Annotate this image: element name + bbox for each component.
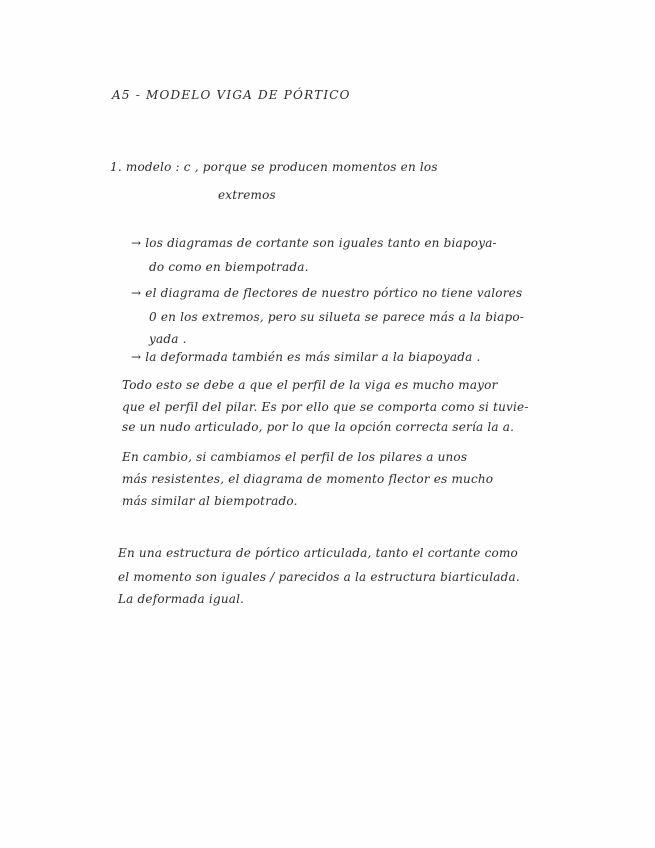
- text-line: extremos: [218, 188, 276, 202]
- page-title: A5 - MODELO VIGA DE PÓRTICO: [112, 88, 351, 102]
- text-line: 0 en los extremos, pero su silueta se parece más a la biapo-: [149, 310, 525, 324]
- text-line: do como en biempotrada.: [149, 260, 309, 274]
- text-line: La deformada igual.: [118, 592, 245, 606]
- text-line: se un nudo articulado, por lo que la opción correcta sería la a.: [122, 420, 515, 434]
- text-line: más similar al biempotrado.: [122, 494, 298, 508]
- text-line: En cambio, si cambiamos el perfil de los pilares a unos: [122, 450, 468, 464]
- text-line: → la deformada también es más similar a la biapoyada .: [131, 350, 481, 364]
- text-line: más resistentes, el diagrama de momento flector es mucho: [122, 472, 494, 486]
- text-line: que el perfil del pilar. Es por ello que se comporta como si tuvie-: [122, 400, 529, 414]
- text-line: Todo esto se debe a que el perfil de la viga es mucho mayor: [122, 378, 498, 392]
- text-line: el momento son iguales / parecidos a la estructura biarticulada.: [118, 570, 520, 584]
- text-line: → los diagramas de cortante son iguales tanto en biapoya-: [131, 236, 497, 250]
- text-line: yada .: [149, 332, 187, 346]
- text-line: 1. modelo : c , porque se producen momentos en los: [110, 160, 438, 174]
- text-line: En una estructura de pórtico articulada, tanto el cortante como: [118, 546, 518, 560]
- text-line: → el diagrama de flectores de nuestro pórtico no tiene valores: [131, 286, 523, 300]
